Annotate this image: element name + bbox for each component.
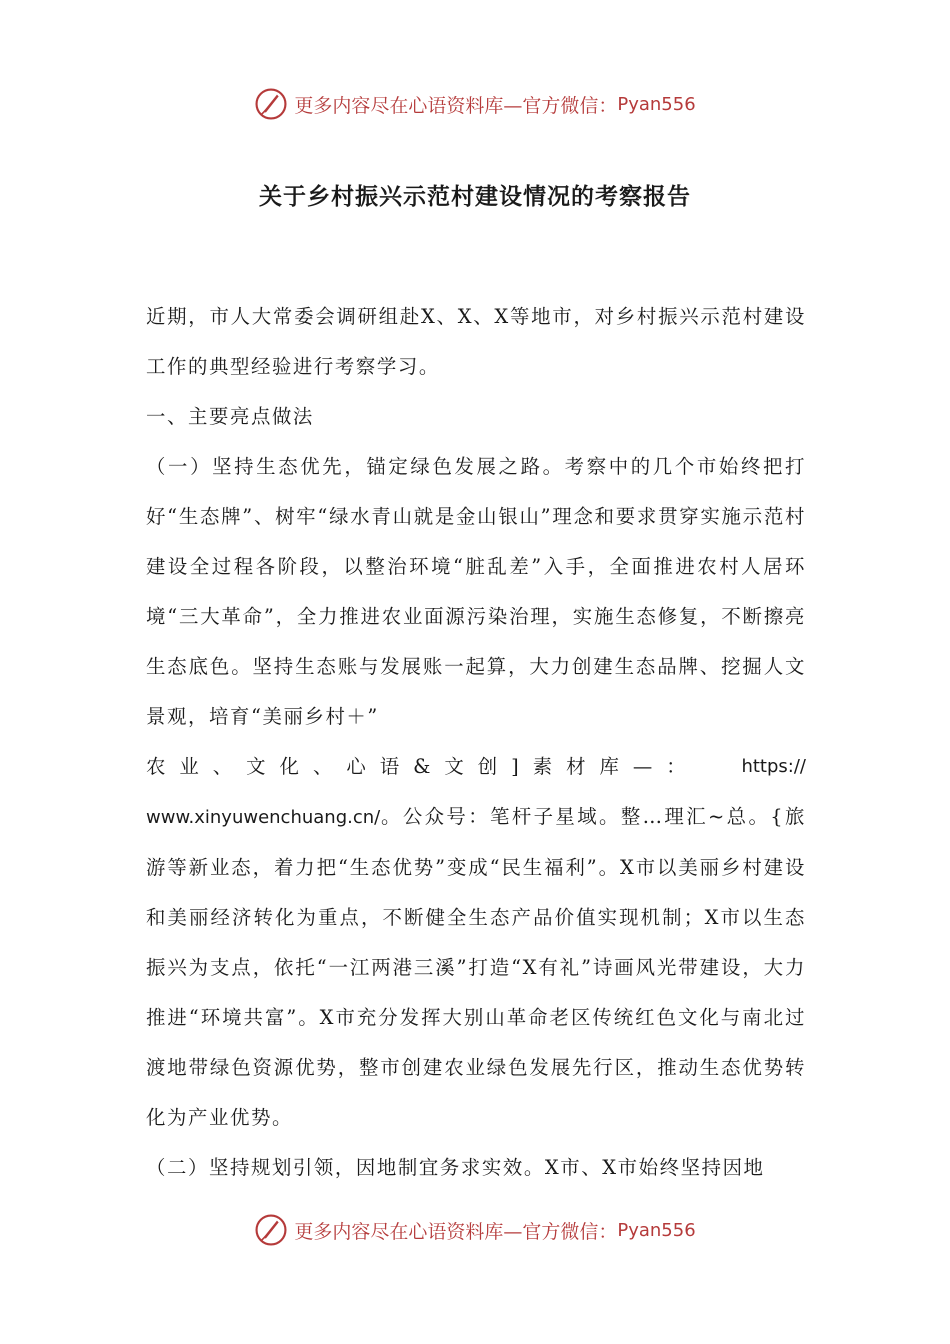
- section-heading: 一、主要亮点做法: [146, 405, 314, 428]
- banner-text: 更多内容尽在心语资料库—官方微信：: [294, 94, 618, 117]
- document-body: [146, 292, 806, 1193]
- paragraph-ecology-continued: 。公众号：笔杆子星域。整…理汇~总。{旅游等新业态，着力把“生态优势”变成“民生福利”。X市以美丽乡村建设和美丽经济转化为重点，不断健全生态产品价值实现机制；X市以生态振兴为支点，依托“一江两港三溪”打造“X有礼”诗画风光带建设，大力推进“环境共富”。X市充分发挥大别山革命老区传统红色文化与南北过渡地带绿色资源优势，整市创建农业绿色发展先行区，推动生态优势转化为产业优势。: [146, 805, 806, 1129]
- spread-line-text: 农业、文化、心语&文创]素材库—：: [146, 755, 700, 778]
- intro-paragraph: 近期，市人大常委会调研组赴X、X、X等地市，对乡村振兴示范村建设工作的典型经验进行考察学习。: [146, 305, 806, 378]
- feather-pen-logo-icon: [254, 1213, 288, 1247]
- footer-banner: [0, 1208, 950, 1252]
- paragraph-ecology-part2: [146, 792, 806, 1143]
- banner-wechat-id: Pyan556: [617, 93, 696, 115]
- banner-text: 更多内容尽在心语资料库—官方微信：: [294, 1220, 618, 1243]
- paragraph-ecology-part1: （一）坚持生态优先，锚定绿色发展之路。考察中的几个市始终把打好“生态牌”、树牢“绿水青山就是金山银山”理念和要求贯穿实施示范村建设全过程各阶段，以整治环境“脏乱差”入手，全面推进农村人居环境“三大革命”，全力推进农业面源污染治理，实施生态修复，不断擦亮生态底色。坚持生态账与发展账一起算，大力创建生态品牌、挖掘人文景观，培育“美丽乡村＋”: [146, 455, 806, 728]
- document-title: 关于乡村振兴示范村建设情况的考察报告: [259, 183, 691, 210]
- header-banner: [0, 82, 950, 126]
- spread-line: [146, 742, 806, 792]
- banner-wechat-id: Pyan556: [617, 1219, 696, 1241]
- url-part-b: www.xinyuwenchuang.cn/: [146, 807, 381, 828]
- url-part-a: https://: [741, 756, 806, 777]
- feather-pen-logo-icon: [254, 87, 288, 121]
- paragraph-planning: （二）坚持规划引领，因地制宜务求实效。X市、X市始终坚持因地: [146, 1156, 765, 1179]
